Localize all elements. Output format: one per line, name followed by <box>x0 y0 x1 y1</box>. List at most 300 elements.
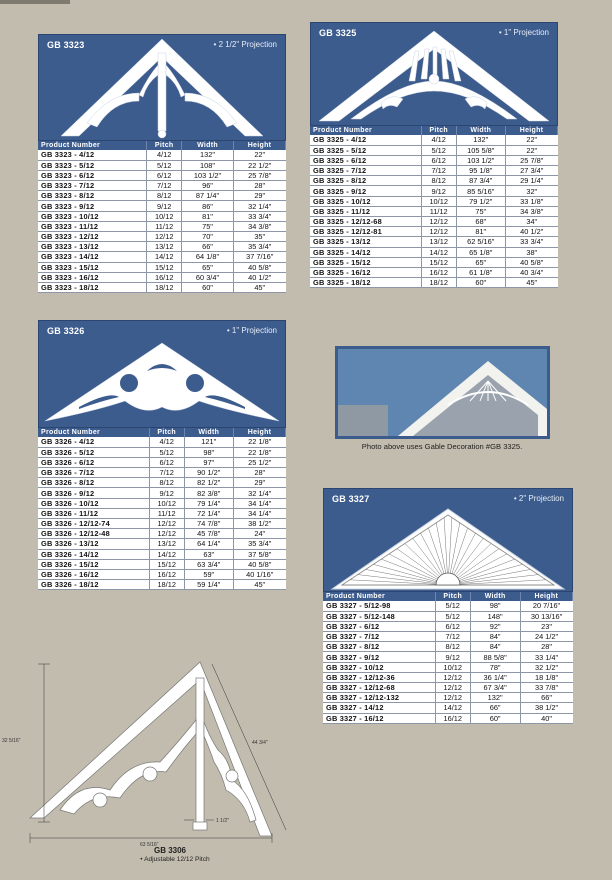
product-header <box>310 22 558 126</box>
cell-height: 32 1/4" <box>234 488 286 498</box>
cell-width: 98" <box>470 601 520 611</box>
cell-product-number: GB 3323 - 10/12 <box>38 211 147 221</box>
cell-width: 66" <box>182 242 234 252</box>
cell-width: 45 7/8" <box>184 529 234 539</box>
house-photo <box>335 346 550 439</box>
cell-pitch: 4/12 <box>421 135 456 145</box>
cell-width: 84" <box>470 632 520 642</box>
cell-pitch: 18/12 <box>149 580 184 590</box>
table-row <box>38 580 286 590</box>
cell-product-number: GB 3326 - 8/12 <box>38 478 149 488</box>
cell-product-number: GB 3325 - 14/12 <box>310 247 421 257</box>
cell-width: 68" <box>456 217 506 227</box>
cell-width: 60 3/4" <box>182 272 234 282</box>
cell-width: 96" <box>182 181 234 191</box>
cell-pitch: 13/12 <box>149 539 184 549</box>
table-row <box>38 201 286 211</box>
col-width: Width <box>456 126 506 135</box>
cell-width: 75" <box>456 206 506 216</box>
cell-height: 45" <box>506 278 558 288</box>
table-row <box>38 221 286 231</box>
cell-product-number: GB 3325 - 4/12 <box>310 135 421 145</box>
table-row <box>310 196 558 206</box>
table-row <box>38 519 286 529</box>
table-row <box>310 166 558 176</box>
cell-width: 65" <box>456 257 506 267</box>
cell-product-number: GB 3325 - 12/12-68 <box>310 217 421 227</box>
table-row <box>323 672 573 682</box>
col-pitch: Pitch <box>421 126 456 135</box>
cell-product-number: GB 3325 - 8/12 <box>310 176 421 186</box>
cell-pitch: 7/12 <box>421 166 456 176</box>
cell-height: 28" <box>234 181 286 191</box>
table-row <box>323 683 573 693</box>
cell-width: 59" <box>184 569 234 579</box>
cell-pitch: 5/12 <box>435 601 470 611</box>
cell-height: 34 1/4" <box>234 508 286 518</box>
cell-height: 40 5/8" <box>234 559 286 569</box>
cell-product-number: GB 3326 - 16/12 <box>38 569 149 579</box>
cell-product-number: GB 3323 - 5/12 <box>38 160 147 170</box>
cell-height: 33 1/4" <box>520 652 572 662</box>
panel-gb3327 <box>323 488 573 724</box>
cell-width: 92" <box>470 621 520 631</box>
cell-product-number: GB 3327 - 8/12 <box>323 642 435 652</box>
cell-width: 103 1/2" <box>182 170 234 180</box>
cell-height: 40" <box>520 713 572 723</box>
col-width: Width <box>184 428 234 437</box>
cell-pitch: 16/12 <box>149 569 184 579</box>
cell-width: 81" <box>456 227 506 237</box>
cell-height: 38 1/2" <box>520 703 572 713</box>
dim-width: 63 5/16" <box>140 842 159 848</box>
col-product: Product Number <box>38 428 149 437</box>
cell-product-number: GB 3326 - 10/12 <box>38 498 149 508</box>
cell-width: 87 1/4" <box>182 191 234 201</box>
table-row <box>38 508 286 518</box>
cell-product-number: GB 3326 - 15/12 <box>38 559 149 569</box>
cell-width: 97" <box>184 457 234 467</box>
cell-height: 38" <box>506 247 558 257</box>
table-row <box>310 217 558 227</box>
table-row <box>38 539 286 549</box>
cell-product-number: GB 3327 - 9/12 <box>323 652 435 662</box>
cell-product-number: GB 3325 - 18/12 <box>310 278 421 288</box>
col-pitch: Pitch <box>149 428 184 437</box>
cell-product-number: GB 3325 - 13/12 <box>310 237 421 247</box>
projection-label: • 1" Projection <box>226 326 277 335</box>
cell-width: 81" <box>182 211 234 221</box>
cell-product-number: GB 3327 - 12/12-36 <box>323 672 435 682</box>
cell-width: 72 1/4" <box>184 508 234 518</box>
cell-width: 64 1/8" <box>182 252 234 262</box>
cell-height: 28" <box>234 468 286 478</box>
cell-width: 86" <box>182 201 234 211</box>
table-row <box>38 569 286 579</box>
cell-pitch: 11/12 <box>421 206 456 216</box>
panel-gb3326 <box>38 320 286 590</box>
col-product: Product Number <box>323 592 435 601</box>
projection-label: • 2" Projection <box>513 494 564 503</box>
cell-height: 18 1/8" <box>520 672 572 682</box>
cell-width: 60" <box>182 282 234 292</box>
col-product: Product Number <box>310 126 421 135</box>
cell-height: 40 5/8" <box>506 257 558 267</box>
product-title: GB 3326 <box>47 326 85 336</box>
cell-width: 132" <box>182 150 234 160</box>
cell-width: 66" <box>470 703 520 713</box>
col-pitch: Pitch <box>147 141 182 150</box>
dim-side: 44 3/4" <box>252 740 268 746</box>
cell-height: 35 3/4" <box>234 539 286 549</box>
product-header <box>38 320 286 428</box>
cell-pitch: 16/12 <box>147 272 182 282</box>
product-header <box>323 488 573 592</box>
table-row <box>310 278 558 288</box>
cell-height: 28" <box>520 642 572 652</box>
cell-pitch: 14/12 <box>421 247 456 257</box>
spec-table <box>323 592 573 724</box>
cell-pitch: 13/12 <box>147 242 182 252</box>
cell-pitch: 7/12 <box>435 632 470 642</box>
cell-product-number: GB 3325 - 15/12 <box>310 257 421 267</box>
cell-pitch: 8/12 <box>147 191 182 201</box>
cell-width: 74 7/8" <box>184 519 234 529</box>
cell-pitch: 11/12 <box>147 221 182 231</box>
gable-illustration <box>311 23 557 127</box>
col-width: Width <box>182 141 234 150</box>
product-title: GB 3327 <box>332 494 370 504</box>
cell-width: 82 3/8" <box>184 488 234 498</box>
cell-pitch: 9/12 <box>421 186 456 196</box>
cell-pitch: 8/12 <box>435 642 470 652</box>
cell-product-number: GB 3323 - 8/12 <box>38 191 147 201</box>
cell-product-number: GB 3323 - 12/12 <box>38 232 147 242</box>
cell-height: 37 7/16" <box>234 252 286 262</box>
cell-height: 29 1/4" <box>506 176 558 186</box>
cell-product-number: GB 3327 - 12/12-132 <box>323 693 435 703</box>
gable-illustration <box>39 35 285 142</box>
table-row <box>310 257 558 267</box>
cell-height: 32 1/4" <box>234 201 286 211</box>
table-row <box>38 242 286 252</box>
cell-height: 24" <box>234 529 286 539</box>
table-row <box>323 713 573 723</box>
cell-product-number: GB 3323 - 18/12 <box>38 282 147 292</box>
table-row <box>323 703 573 713</box>
cell-product-number: GB 3327 - 5/12-148 <box>323 611 435 621</box>
table-row <box>310 135 558 145</box>
table-row <box>310 227 558 237</box>
spec-table <box>310 126 558 288</box>
col-width: Width <box>470 592 520 601</box>
cell-height: 22" <box>506 135 558 145</box>
cell-height: 24 1/2" <box>520 632 572 642</box>
cell-product-number: GB 3326 - 4/12 <box>38 437 149 447</box>
cell-pitch: 18/12 <box>147 282 182 292</box>
cell-product-number: GB 3323 - 9/12 <box>38 201 147 211</box>
table-row <box>38 150 286 160</box>
cell-product-number: GB 3327 - 16/12 <box>323 713 435 723</box>
cell-width: 59 1/4" <box>184 580 234 590</box>
gable-photo-illustration <box>338 349 547 436</box>
product-title: GB 3325 <box>319 28 357 38</box>
cell-width: 78" <box>470 662 520 672</box>
cell-width: 121" <box>184 437 234 447</box>
projection-text: 1" Projection <box>231 326 277 335</box>
table-row <box>38 191 286 201</box>
table-row <box>38 262 286 272</box>
col-pitch: Pitch <box>435 592 470 601</box>
col-height: Height <box>520 592 572 601</box>
cell-width: 62 5/16" <box>456 237 506 247</box>
cell-width: 84" <box>470 642 520 652</box>
cell-height: 22 1/8" <box>234 437 286 447</box>
table-row <box>38 468 286 478</box>
cell-width: 85 5/16" <box>456 186 506 196</box>
cell-pitch: 18/12 <box>421 278 456 288</box>
product-header <box>38 34 286 141</box>
cell-height: 34 3/8" <box>234 221 286 231</box>
cell-product-number: GB 3323 - 16/12 <box>38 272 147 282</box>
cell-pitch: 7/12 <box>149 468 184 478</box>
col-height: Height <box>234 141 286 150</box>
table-row <box>310 186 558 196</box>
cell-height: 25 1/2" <box>234 457 286 467</box>
cell-product-number: GB 3326 - 14/12 <box>38 549 149 559</box>
dim-height: 32 5/16" <box>2 738 21 744</box>
gb3306-note: • Adjustable 12/12 Pitch <box>140 856 210 863</box>
cell-pitch: 4/12 <box>147 150 182 160</box>
table-row <box>38 181 286 191</box>
cell-height: 27 3/4" <box>506 166 558 176</box>
cell-pitch: 10/12 <box>435 662 470 672</box>
cell-height: 20 7/16" <box>520 601 572 611</box>
cell-width: 95 1/8" <box>456 166 506 176</box>
cell-pitch: 15/12 <box>149 559 184 569</box>
cell-width: 79 1/2" <box>456 196 506 206</box>
projection-text: 2" Projection <box>518 494 564 503</box>
cell-product-number: GB 3323 - 6/12 <box>38 170 147 180</box>
projection-text: 1" Projection <box>503 28 549 37</box>
cell-product-number: GB 3325 - 10/12 <box>310 196 421 206</box>
cell-product-number: GB 3326 - 6/12 <box>38 457 149 467</box>
cell-pitch: 10/12 <box>149 498 184 508</box>
table-row <box>38 252 286 262</box>
cell-product-number: GB 3325 - 6/12 <box>310 155 421 165</box>
cell-height: 29" <box>234 191 286 201</box>
cell-width: 105 5/8" <box>456 145 506 155</box>
table-row <box>38 488 286 498</box>
cell-width: 132" <box>470 693 520 703</box>
cell-width: 148" <box>470 611 520 621</box>
table-row <box>38 447 286 457</box>
cell-width: 88 5/8" <box>470 652 520 662</box>
table-row <box>323 642 573 652</box>
cell-width: 132" <box>456 135 506 145</box>
table-row <box>310 267 558 277</box>
cell-height: 34 1/4" <box>234 498 286 508</box>
cell-product-number: GB 3327 - 5/12-98 <box>323 601 435 611</box>
cell-product-number: GB 3323 - 14/12 <box>38 252 147 262</box>
panel-gb3325 <box>310 22 558 288</box>
cell-product-number: GB 3325 - 7/12 <box>310 166 421 176</box>
cell-height: 37 5/8" <box>234 549 286 559</box>
cell-pitch: 10/12 <box>147 211 182 221</box>
gable-illustration <box>39 321 285 429</box>
cell-product-number: GB 3327 - 7/12 <box>323 632 435 642</box>
cell-width: 63" <box>184 549 234 559</box>
table-row <box>310 155 558 165</box>
cell-product-number: GB 3325 - 12/12-81 <box>310 227 421 237</box>
cell-product-number: GB 3326 - 12/12-48 <box>38 529 149 539</box>
cell-height: 33 1/8" <box>506 196 558 206</box>
cell-width: 103 1/2" <box>456 155 506 165</box>
cell-width: 36 1/4" <box>470 672 520 682</box>
cell-product-number: GB 3325 - 5/12 <box>310 145 421 155</box>
cell-width: 98" <box>184 447 234 457</box>
cell-width: 63 3/4" <box>184 559 234 569</box>
cell-pitch: 12/12 <box>421 217 456 227</box>
cell-height: 40 1/2" <box>506 227 558 237</box>
cell-product-number: GB 3327 - 10/12 <box>323 662 435 672</box>
cell-product-number: GB 3323 - 7/12 <box>38 181 147 191</box>
cell-product-number: GB 3325 - 9/12 <box>310 186 421 196</box>
table-row <box>38 457 286 467</box>
cell-width: 75" <box>182 221 234 231</box>
cell-product-number: GB 3327 - 12/12-68 <box>323 683 435 693</box>
cell-height: 33 3/4" <box>234 211 286 221</box>
table-row <box>38 211 286 221</box>
projection-label: • 1" Projection <box>498 28 549 37</box>
table-row <box>38 478 286 488</box>
cell-width: 79 1/4" <box>184 498 234 508</box>
cell-height: 66" <box>520 693 572 703</box>
cell-product-number: GB 3327 - 14/12 <box>323 703 435 713</box>
cell-pitch: 5/12 <box>421 145 456 155</box>
cell-pitch: 12/12 <box>435 672 470 682</box>
cell-width: 87 3/4" <box>456 176 506 186</box>
table-row <box>38 160 286 170</box>
table-row <box>323 632 573 642</box>
cell-height: 35 3/4" <box>234 242 286 252</box>
cell-pitch: 14/12 <box>147 252 182 262</box>
table-row <box>310 237 558 247</box>
cell-product-number: GB 3323 - 13/12 <box>38 242 147 252</box>
cell-height: 29" <box>234 478 286 488</box>
cell-product-number: GB 3326 - 12/12-74 <box>38 519 149 529</box>
cell-pitch: 6/12 <box>147 170 182 180</box>
table-row <box>323 611 573 621</box>
table-row <box>38 437 286 447</box>
cell-height: 22" <box>234 150 286 160</box>
cell-pitch: 4/12 <box>149 437 184 447</box>
spec-table <box>38 141 286 293</box>
dim-post: 1 1/2" <box>216 818 229 824</box>
cell-pitch: 9/12 <box>435 652 470 662</box>
projection-text: 2 1/2" Projection <box>218 40 277 49</box>
cell-pitch: 10/12 <box>421 196 456 206</box>
cell-pitch: 12/12 <box>147 232 182 242</box>
cell-pitch: 6/12 <box>435 621 470 631</box>
table-row <box>310 206 558 216</box>
cell-width: 60" <box>470 713 520 723</box>
cell-pitch: 8/12 <box>149 478 184 488</box>
spec-table <box>38 428 286 590</box>
cell-pitch: 9/12 <box>147 201 182 211</box>
cell-height: 34" <box>506 217 558 227</box>
cell-pitch: 12/12 <box>421 227 456 237</box>
cell-height: 35" <box>234 232 286 242</box>
table-row <box>310 176 558 186</box>
cell-width: 82 1/2" <box>184 478 234 488</box>
col-height: Height <box>506 126 558 135</box>
cell-width: 67 3/4" <box>470 683 520 693</box>
top-accent-bar <box>0 0 70 4</box>
table-row <box>38 529 286 539</box>
cell-pitch: 16/12 <box>435 713 470 723</box>
cell-height: 32" <box>506 186 558 196</box>
table-row <box>38 282 286 292</box>
cell-product-number: GB 3326 - 11/12 <box>38 508 149 518</box>
panel-gb3323 <box>38 34 286 293</box>
col-product: Product Number <box>38 141 147 150</box>
product-title: GB 3323 <box>47 40 85 50</box>
cell-product-number: GB 3323 - 15/12 <box>38 262 147 272</box>
cell-pitch: 13/12 <box>421 237 456 247</box>
cell-pitch: 6/12 <box>149 457 184 467</box>
cell-pitch: 8/12 <box>421 176 456 186</box>
table-row <box>38 232 286 242</box>
cell-width: 61 1/8" <box>456 267 506 277</box>
col-height: Height <box>234 428 286 437</box>
cell-pitch: 12/12 <box>435 693 470 703</box>
cell-height: 32 1/2" <box>520 662 572 672</box>
cell-width: 64 1/4" <box>184 539 234 549</box>
table-row <box>38 559 286 569</box>
cell-pitch: 5/12 <box>149 447 184 457</box>
cell-height: 45" <box>234 282 286 292</box>
projection-label: • 2 1/2" Projection <box>213 40 277 49</box>
table-row <box>38 549 286 559</box>
cell-height: 40 5/8" <box>234 262 286 272</box>
cell-pitch: 12/12 <box>149 529 184 539</box>
photo-caption: Photo above uses Gable Decoration #GB 3325. <box>361 442 523 451</box>
cell-height: 22 1/8" <box>234 447 286 457</box>
cell-product-number: GB 3325 - 11/12 <box>310 206 421 216</box>
cell-height: 22" <box>506 145 558 155</box>
table-row <box>323 652 573 662</box>
table-row <box>323 662 573 672</box>
cell-pitch: 12/12 <box>149 519 184 529</box>
table-row <box>38 170 286 180</box>
table-row <box>310 145 558 155</box>
table-row <box>38 272 286 282</box>
cell-height: 40 3/4" <box>506 267 558 277</box>
cell-pitch: 16/12 <box>421 267 456 277</box>
cell-height: 23" <box>520 621 572 631</box>
cell-pitch: 5/12 <box>147 160 182 170</box>
cell-product-number: GB 3326 - 18/12 <box>38 580 149 590</box>
cell-height: 30 13/16" <box>520 611 572 621</box>
cell-width: 65 1/8" <box>456 247 506 257</box>
cell-product-number: GB 3323 - 4/12 <box>38 150 147 160</box>
cell-pitch: 11/12 <box>149 508 184 518</box>
cell-product-number: GB 3327 - 6/12 <box>323 621 435 631</box>
cell-height: 25 7/8" <box>506 155 558 165</box>
cell-height: 45" <box>234 580 286 590</box>
gb3306-title: GB 3306 <box>153 846 187 855</box>
